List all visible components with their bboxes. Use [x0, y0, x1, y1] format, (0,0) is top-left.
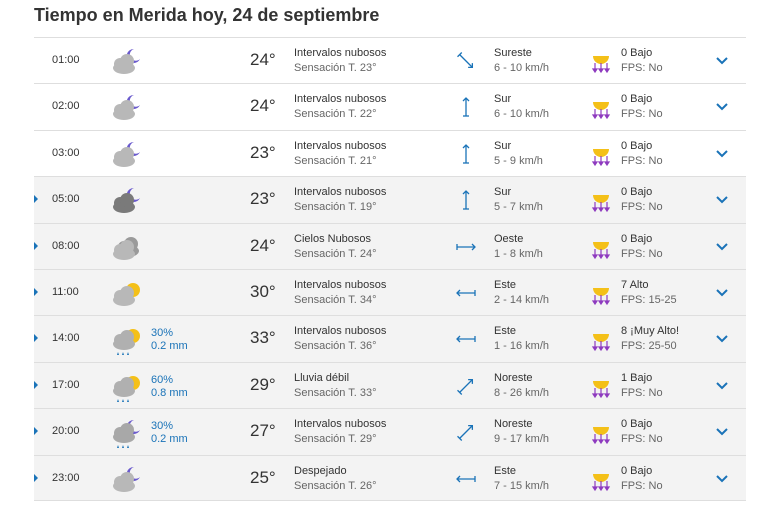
chevron-down-icon[interactable]	[714, 53, 730, 69]
uv-index	[621, 324, 679, 354]
uv-index-icon	[591, 466, 611, 492]
chevron-down-icon[interactable]	[714, 285, 730, 301]
wind-direction: Sur	[494, 186, 512, 199]
uv-value: 0 Bajo	[621, 139, 653, 152]
temperature: 24°	[250, 50, 276, 69]
uv-value: 0 Bajo	[621, 232, 653, 245]
rain-amount: 0.2 mm	[151, 340, 188, 353]
expand-caret-icon[interactable]	[34, 381, 38, 389]
expand-caret-icon[interactable]	[34, 288, 38, 296]
fps-value: FPS: No	[621, 479, 663, 492]
forecast-row[interactable]	[34, 455, 746, 501]
expand-caret-icon[interactable]	[34, 334, 38, 342]
fps-value: FPS: No	[621, 108, 663, 121]
condition-text: Cielos Nubosos	[294, 232, 372, 245]
condition	[294, 232, 376, 262]
feels-like: Sensación T. 34°	[294, 293, 377, 306]
feels-like: Sensación T. 23°	[294, 62, 377, 74]
wind-direction: Este	[494, 464, 517, 477]
wind-direction: Este	[494, 278, 517, 291]
temperature: 29°	[250, 374, 276, 394]
uv-index-icon	[591, 94, 611, 120]
chevron-down-icon[interactable]	[714, 239, 730, 255]
wind-direction: Oeste	[494, 232, 524, 245]
forecast-row[interactable]	[34, 83, 746, 129]
hour-label: 08:00	[52, 239, 80, 252]
wind-speed: 9 - 17 km/h	[494, 433, 550, 446]
feels-like: Sensación T. 22°	[294, 108, 377, 121]
wind-speed: 8 - 26 km/h	[494, 386, 550, 399]
dark-cloud-moon-icon	[108, 184, 144, 218]
hour-label: 05:00	[52, 193, 80, 206]
wind	[494, 464, 549, 494]
hour-label: 02:00	[52, 100, 80, 113]
hourly-forecast-table	[34, 37, 746, 501]
condition	[294, 371, 376, 401]
arrow-southeast-icon	[454, 49, 478, 73]
condition-text: Intervalos nubosos	[294, 418, 387, 431]
wind-direction: Sur	[494, 139, 512, 152]
expand-caret-icon[interactable]	[34, 242, 38, 250]
hour-label: 14:00	[52, 332, 80, 345]
chevron-down-icon[interactable]	[714, 378, 730, 394]
condition-text: Lluvia débil	[294, 371, 350, 384]
arrow-southwest-icon	[454, 420, 478, 444]
wind-speed: 7 - 15 km/h	[494, 479, 550, 492]
rain-probability: 30%	[151, 420, 174, 433]
forecast-row[interactable]	[34, 223, 746, 269]
cloud-moon-icon	[108, 91, 144, 125]
uv-value: 0 Bajo	[621, 464, 653, 477]
wind-direction: Noreste	[494, 371, 533, 384]
condition	[294, 417, 386, 447]
wind	[494, 46, 549, 76]
fps-value: FPS: No	[621, 247, 663, 260]
hour-label: 17:00	[52, 378, 80, 391]
forecast-row[interactable]	[34, 269, 746, 315]
feels-like: Sensación T. 29°	[294, 433, 377, 446]
uv-value: 0 Bajo	[621, 47, 653, 59]
wind-speed: 6 - 10 km/h	[494, 108, 550, 121]
uv-value: 0 Bajo	[621, 186, 653, 199]
wind	[494, 371, 549, 401]
uv-index	[621, 139, 663, 169]
temperature: 33°	[250, 328, 276, 348]
page-title: Tiempo en Merida hoy, 24 de septiembre	[34, 5, 380, 25]
wind-speed: 5 - 7 km/h	[494, 201, 543, 214]
uv-index	[621, 92, 663, 122]
wind-speed: 5 - 9 km/h	[494, 154, 543, 167]
hour-label: 11:00	[52, 285, 79, 298]
condition	[294, 185, 386, 215]
temperature: 23°	[250, 189, 276, 209]
wind-speed: 1 - 16 km/h	[494, 340, 550, 353]
uv-index	[621, 417, 663, 447]
hour-label: 03:00	[52, 146, 80, 159]
fps-value: FPS: No	[621, 201, 663, 214]
wind	[494, 185, 543, 215]
feels-like: Sensación T. 19°	[294, 201, 377, 214]
rain-probability: 60%	[151, 373, 174, 386]
wind-direction: Noreste	[494, 418, 533, 431]
condition-text: Intervalos nubosos	[294, 278, 387, 291]
wind-direction: Sureste	[494, 47, 532, 59]
wind-speed: 1 - 8 km/h	[494, 247, 543, 260]
feels-like: Sensación T. 33°	[294, 386, 377, 399]
rain-amount: 0.8 mm	[151, 386, 188, 399]
uv-index	[621, 278, 677, 308]
forecast-row[interactable]	[34, 176, 746, 222]
cloud-sun-rain-icon	[108, 323, 144, 357]
precipitation	[151, 420, 188, 446]
chevron-down-icon[interactable]	[714, 192, 730, 208]
uv-index	[621, 232, 663, 262]
arrow-north-icon	[454, 188, 478, 212]
temperature: 24°	[250, 96, 276, 116]
uv-value: 8 ¡Muy Alto!	[621, 325, 680, 338]
uv-index	[621, 464, 663, 494]
precipitation	[151, 327, 188, 353]
precipitation	[151, 374, 188, 400]
uv-index-icon	[591, 373, 611, 399]
expand-caret-icon[interactable]	[34, 195, 38, 203]
condition-text: Intervalos nubosos	[294, 93, 387, 106]
hour-label: 01:00	[52, 54, 80, 66]
condition	[294, 324, 386, 354]
wind-speed: 6 - 10 km/h	[494, 62, 550, 74]
forecast-row[interactable]	[34, 315, 746, 361]
chevron-down-icon[interactable]	[714, 471, 730, 487]
expand-caret-icon[interactable]	[34, 427, 38, 435]
chevron-down-icon[interactable]	[714, 331, 730, 347]
fps-value: FPS: 25-50	[621, 340, 677, 353]
forecast-row[interactable]	[34, 408, 746, 454]
arrow-west-icon	[454, 281, 478, 305]
condition-text: Intervalos nubosos	[294, 47, 387, 59]
uv-index-icon	[591, 326, 611, 352]
chevron-down-icon[interactable]	[714, 146, 730, 162]
fps-value: FPS: No	[621, 62, 663, 74]
arrow-north-icon	[454, 142, 478, 166]
condition	[294, 278, 386, 308]
fps-value: FPS: 15-25	[621, 293, 677, 306]
condition-text: Despejado	[294, 464, 347, 477]
feels-like: Sensación T. 21°	[294, 154, 377, 167]
temperature: 25°	[250, 467, 276, 487]
wind	[494, 232, 543, 262]
uv-value: 0 Bajo	[621, 93, 653, 106]
clouds-icon	[108, 231, 144, 265]
arrow-west-icon	[454, 327, 478, 351]
wind	[494, 278, 549, 308]
condition-text: Intervalos nubosos	[294, 325, 387, 338]
rain-amount: 0.2 mm	[151, 433, 188, 446]
uv-value: 7 Alto	[621, 278, 649, 291]
uv-index-icon	[591, 48, 611, 74]
uv-index	[621, 185, 663, 215]
wind	[494, 324, 549, 354]
uv-index-icon	[591, 419, 611, 445]
uv-index-icon	[591, 280, 611, 306]
condition	[294, 46, 386, 76]
wind	[494, 92, 549, 122]
fps-value: FPS: No	[621, 154, 663, 167]
condition	[294, 92, 386, 122]
cloud-moon-icon	[108, 45, 144, 79]
uv-value: 0 Bajo	[621, 418, 653, 431]
wind-direction: Sur	[494, 93, 512, 106]
forecast-row[interactable]	[34, 130, 746, 176]
condition	[294, 139, 386, 169]
condition-text: Intervalos nubosos	[294, 139, 387, 152]
uv-index	[621, 371, 663, 401]
temperature: 27°	[250, 421, 276, 441]
temperature: 24°	[250, 235, 276, 255]
cloud-moon-icon	[108, 138, 144, 172]
arrow-west-icon	[454, 467, 478, 491]
feels-like: Sensación T. 24°	[294, 247, 377, 260]
fps-value: FPS: No	[621, 433, 663, 446]
uv-index-icon	[591, 187, 611, 213]
temperature: 23°	[250, 142, 276, 162]
arrow-southwest-icon	[454, 374, 478, 398]
feels-like: Sensación T. 26°	[294, 479, 377, 492]
uv-index-icon	[591, 141, 611, 167]
wind	[494, 139, 543, 169]
cloud-sun-rain-icon	[108, 370, 144, 404]
hour-label: 23:00	[52, 471, 80, 484]
wind	[494, 417, 549, 447]
forecast-row[interactable]	[34, 362, 746, 408]
cloud-sun-icon	[108, 277, 144, 311]
chevron-down-icon[interactable]	[714, 99, 730, 115]
wind-speed: 2 - 14 km/h	[494, 293, 550, 306]
fps-value: FPS: No	[621, 386, 663, 399]
hour-label: 20:00	[52, 425, 80, 438]
arrow-north-icon	[454, 95, 478, 119]
uv-index	[621, 46, 663, 76]
temperature: 30°	[250, 281, 276, 301]
chevron-down-icon[interactable]	[714, 424, 730, 440]
uv-index-icon	[591, 234, 611, 260]
forecast-row[interactable]	[34, 37, 746, 83]
arrow-east-icon	[454, 235, 478, 259]
condition-text: Intervalos nubosos	[294, 186, 387, 199]
uv-value: 1 Bajo	[621, 371, 653, 384]
wind-direction: Este	[494, 325, 517, 338]
feels-like: Sensación T. 36°	[294, 340, 377, 353]
cloud-moon-rain-icon	[108, 416, 144, 450]
cloud-moon-icon	[108, 463, 144, 497]
expand-caret-icon[interactable]	[34, 474, 38, 482]
rain-probability: 30%	[151, 327, 174, 340]
condition	[294, 464, 376, 494]
